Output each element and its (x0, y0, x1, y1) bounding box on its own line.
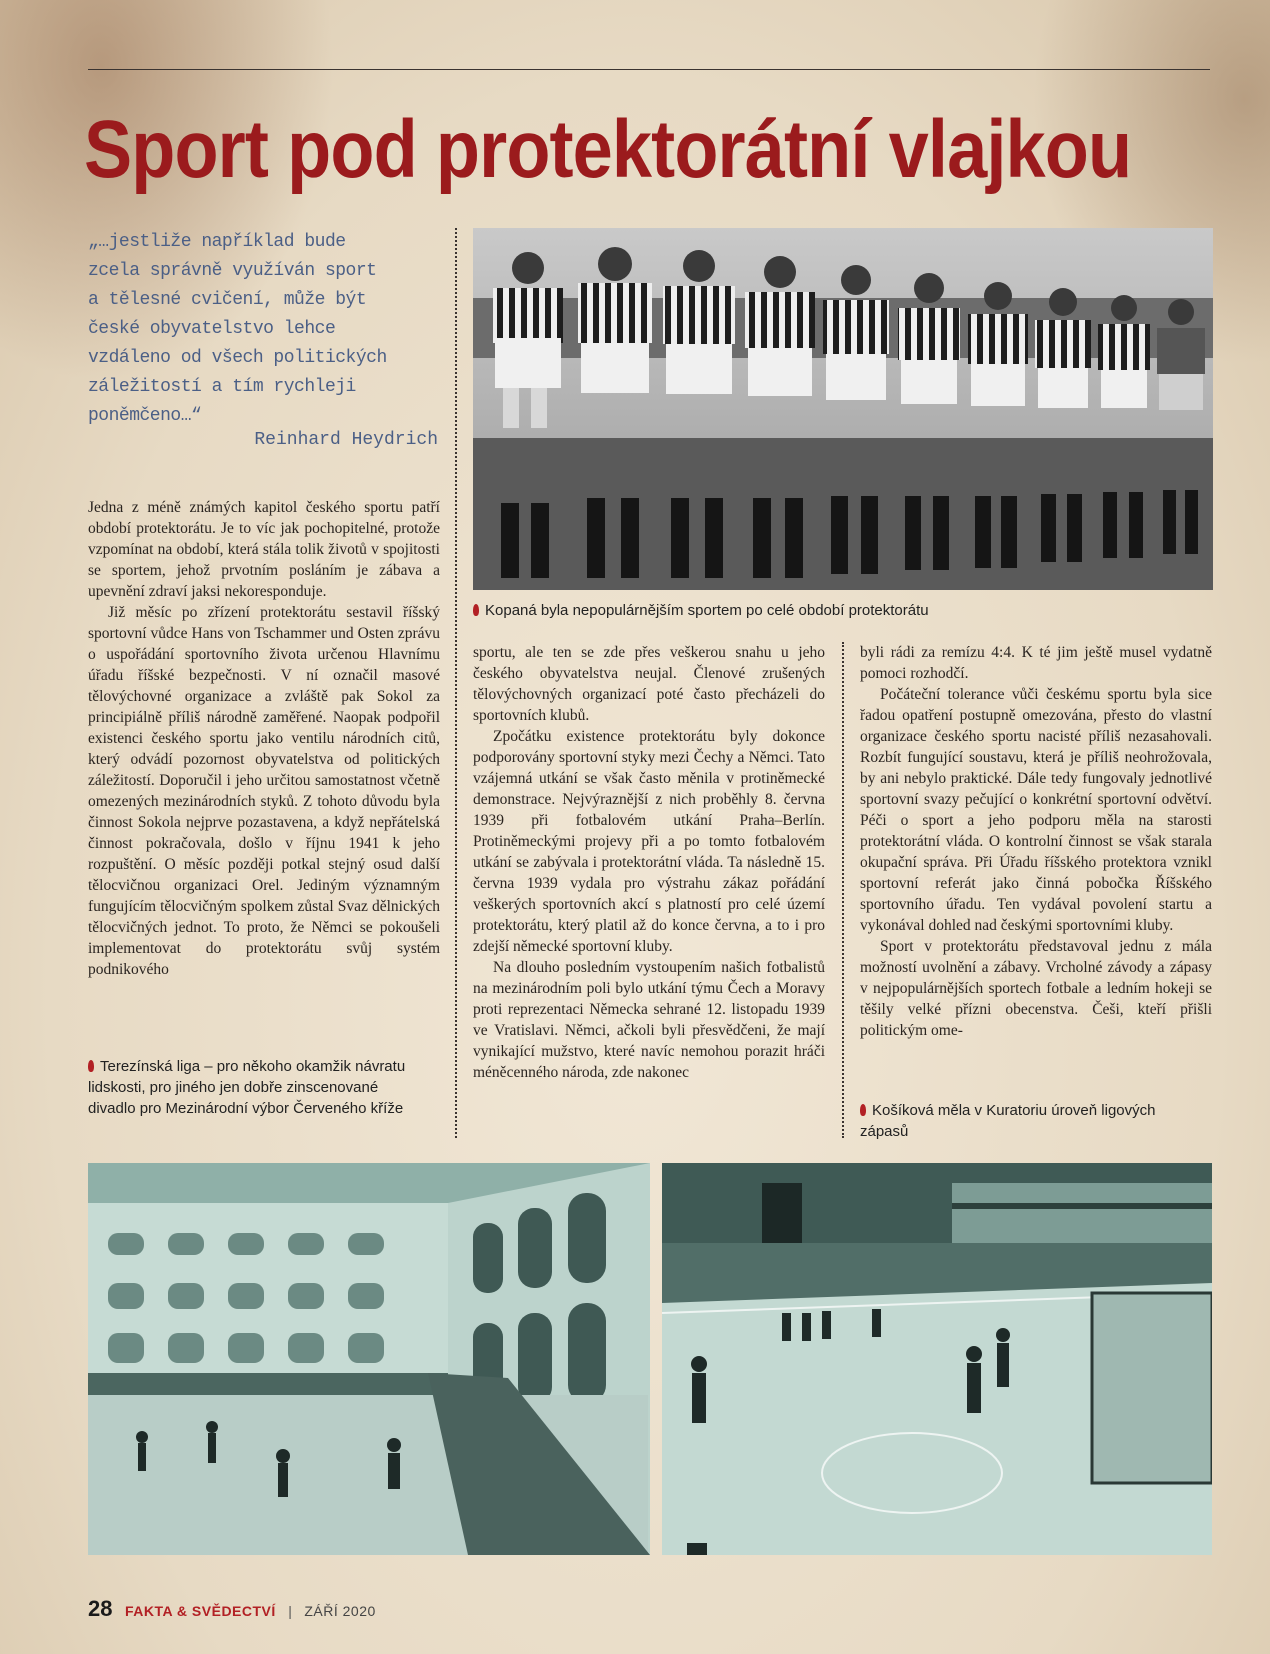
paragraph: Jedna z méně známých kapitol českého sportu patří období protektorátu. Je to víc jak pochopitelné, protože vzpomínat na období, která stála tolik životů v spojitosti se sportem, jehož prvotním posláním je zábava a upevnění zdraví jaksi nekoresponduje. (88, 499, 440, 600)
page-title: Sport pod protektorátní vlajkou (84, 104, 1132, 195)
basketball-photo-caption (860, 1100, 1160, 1142)
paragraph: Sport v protektorátu představoval jednu z mála možností uvolnění a zábavy. Vrcholné závody a zápasy v nejpopulárnějších sportech fotbale a ledním hokeji se těšily velké přízni obecenstva. Češi, kteří přišli politickým ome- (860, 938, 1212, 1039)
page-footer (88, 1596, 376, 1622)
paragraph: byli rádi za remízu 4:4. K té jim ještě musel vydatně pomoci rozhodčí. (860, 644, 1212, 682)
quote-line: „…jestliže například bude (88, 232, 346, 252)
quote-line: vzdáleno od všech politických (88, 348, 387, 368)
quote-line: zcela správně využíván sport (88, 261, 377, 281)
caption-text: Kopaná byla nepopulárnějším sportem po celé období protektorátu (485, 602, 929, 619)
basketball-match-photo (662, 1163, 1212, 1555)
terezin-courtyard-photo (88, 1163, 650, 1555)
article-column-3 (860, 642, 1212, 1072)
quote-line: poněmčeno…“ (88, 406, 202, 426)
column-divider (455, 228, 457, 1138)
footer-separator: | (288, 1603, 292, 1619)
top-rule (88, 69, 1210, 70)
caption-bullet-icon (88, 1060, 94, 1072)
football-team-photo (473, 228, 1213, 590)
issue-date: ZÁŘÍ 2020 (304, 1603, 376, 1619)
article-column-2 (473, 642, 825, 1142)
caption-text: Terezínská liga – pro někoho okamžik návratu lidskosti, pro jiného jen dobře zinscenované divadlo pro Mezinárodní výbor Červeného kříže (88, 1058, 406, 1117)
terezin-photo-caption (88, 1056, 418, 1119)
column-divider (842, 642, 844, 1138)
page-number: 28 (88, 1596, 113, 1621)
paragraph: Zpočátku existence protektorátu byly dokonce podporovány sportovní styky mezi Čechy a Němci. Tato vzájemná utkání se však často měnila v protiněmecké demonstrace. Nejvýraznější z nich proběhly 8. června 1939 při fotbalovém utkání Praha–Berlín. Protiněmeckými projevy při a po tomto fotbalovém utkání se zabývala i protektorátní vláda. Ta následně 15. června 1939 vydala pro výstrahu zákaz pořádání veškerých sportovních akcí s platností pro celé území protektorátu, který platil až do konce června, a to i pro zdejší německé sportovní kluby. (473, 728, 825, 955)
paragraph: Již měsíc po zřízení protektorátu sestavil říšský sportovní vůdce Hans von Tschammer und Osten zprávu o uspořádání sportovního života určenou Hlavnímu úřadu říšské bezpečnosti. V ní označil masové tělovýchovné organizace a zvláště pak Sokol za principiálně příliš národně zaměřené. Naopak podpořil existenci českého sportu jako ventilu národních citů, který odvádí pozornost obyvatelstva od politických záležitostí. Doporučil i jeho určitou samostatnost včetně omezených mezinárodních styků. Z tohoto důvodu byla činnost Sokola nejprve pozastavena, a když nepřátelská činnost pokračovala, došlo v říjnu 1941 k jeho rozpuštění. O měsíc později potkal stejný osud další tělocvičnou organizaci Orel. Jediným významným fungujícím tělocvičným spolkem zůstal Svaz dělnických tělocvičných jednot. To proto, že Němci se pokoušeli implementovat do protektorátu svůj systém podnikového (88, 604, 440, 978)
article-column-1 (88, 497, 440, 1045)
paragraph: Na dlouho posledním vystoupením našich fotbalistů na mezinárodním poli bylo utkání týmu Čech a Moravy proti reprezentaci Německa sehrané 12. listopadu 1939 ve Vratislavi. Němci, ačkoli byli přesvědčeni, že mají vynikající mužstvo, které navíc nemohou porazit hráči méněcenného národa, zde nakonec (473, 959, 825, 1081)
quote-line: záležitostí a tím rychleji (88, 377, 356, 397)
quote-author: Reinhard Heydrich (254, 430, 438, 450)
magazine-name: FAKTA & SVĚDECTVÍ (124, 1603, 276, 1619)
caption-bullet-icon (473, 604, 479, 616)
quote-line: a tělesné cvičení, může být (88, 290, 367, 310)
football-photo-caption (473, 600, 1213, 621)
caption-text: Košíková měla v Kuratoriu úroveň ligových zápasů (860, 1102, 1156, 1140)
paragraph: sportu, ale ten se zde přes veškerou snahu u jeho českého obyvatelstva neujal. Členové zrušených tělovýchovných organizací poté často přecházeli do sportovních klubů. (473, 644, 825, 724)
caption-bullet-icon (860, 1104, 866, 1116)
quote-line: české obyvatelstvo lehce (88, 319, 336, 339)
pull-quote (88, 228, 448, 431)
paragraph: Počáteční tolerance vůči českému sportu byla sice řadou opatření postupně omezována, přesto do vlastní organizace českého sportu nacisté příliš nezasahovali. Rozbít fungující soustavu, která je příliš neohrožovala, by ani nebylo praktické. Dále tedy fungovaly jednotlivé sportovní svazy pečující o konkrétní sportovní odvětví. Péči o sport a jeho podporu měla na starosti protektorátní vláda. O kontrolní činnost se však starala okupační správa. Při Úřadu říšského protektora vznikl sportovní referát jako činná pobočka Říšského sportovního úřadu. Ten vydával povolení startu a vykonával dohled nad českými sportovními kluby. (860, 686, 1212, 934)
